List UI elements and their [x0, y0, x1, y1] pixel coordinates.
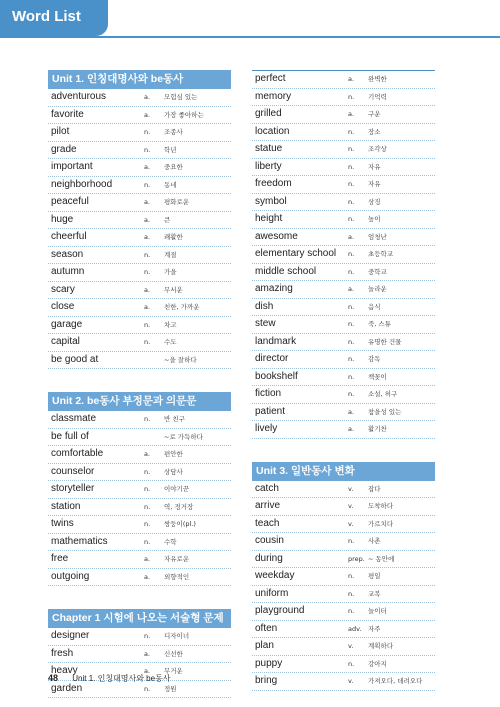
page-title: Word List [12, 8, 81, 25]
vocab-row [252, 421, 435, 439]
vocab-row [252, 621, 435, 639]
korean-meaning: 상담사 [164, 467, 183, 476]
part-of-speech: n. [144, 128, 151, 136]
vocab-word: symbol [255, 195, 287, 207]
page-footer [48, 673, 171, 684]
vocab-row [48, 159, 231, 177]
word-list-tab [0, 0, 108, 36]
part-of-speech: n. [348, 197, 355, 206]
vocab-row [48, 89, 231, 107]
vocab-word: be full of [51, 430, 89, 442]
vocab-row [252, 89, 435, 107]
korean-meaning: 쾌활한 [164, 233, 183, 241]
korean-meaning: 외향적인 [164, 572, 190, 581]
vocab-word: arrive [255, 500, 281, 511]
part-of-speech: n. [348, 607, 355, 615]
part-of-speech: n. [348, 267, 355, 276]
vocab-word: perfect [255, 73, 286, 84]
vocab-word: grade [51, 143, 77, 155]
part-of-speech: n. [348, 92, 355, 101]
vocab-row [252, 586, 435, 604]
part-of-speech: a. [144, 649, 151, 658]
vocab-word: elementary school [255, 248, 337, 259]
korean-meaning: 유명한 건물 [368, 337, 402, 346]
right-column [252, 70, 435, 691]
vocab-word: garden [51, 682, 83, 694]
part-of-speech: n. [144, 632, 151, 640]
korean-meaning: 동네 [164, 180, 177, 189]
vocab-row [48, 411, 231, 429]
part-of-speech: a. [144, 450, 151, 458]
vocab-row [48, 646, 231, 664]
vocab-word: station [51, 500, 81, 512]
part-of-speech: a. [144, 110, 151, 119]
vocab-word: puppy [255, 657, 283, 669]
vocab-row [48, 628, 231, 646]
vocab-row [48, 352, 231, 370]
vocab-row [48, 142, 231, 160]
vocab-word: weekday [255, 570, 295, 581]
vocab-word: cousin [255, 535, 284, 546]
korean-meaning: 자유 [368, 162, 381, 171]
part-of-speech: a. [348, 407, 355, 416]
vocab-row [252, 159, 435, 177]
korean-meaning: 무서운 [164, 285, 183, 294]
vocab-row [252, 316, 435, 334]
korean-meaning: 놀이터 [368, 607, 387, 615]
part-of-speech: n. [144, 338, 151, 346]
vocab-word: bookshelf [255, 370, 298, 382]
part-of-speech: n. [144, 250, 151, 259]
part-of-speech: n. [348, 302, 355, 311]
vocab-row [48, 446, 231, 464]
part-of-speech: a. [348, 425, 355, 433]
vocab-row [252, 386, 435, 404]
vocab-word: during [255, 552, 283, 564]
vocab-word: season [51, 248, 84, 260]
part-of-speech: n. [348, 589, 355, 598]
part-of-speech: n. [144, 520, 151, 528]
vocab-word: huge [51, 213, 74, 225]
vocab-row [252, 211, 435, 229]
part-of-speech: a. [144, 667, 151, 675]
korean-meaning: 조종사 [164, 128, 183, 136]
korean-meaning: 음식 [368, 302, 381, 311]
part-of-speech: a. [144, 303, 151, 311]
vocab-row [252, 656, 435, 674]
part-of-speech: a. [144, 215, 151, 224]
vocab-word: favorite [51, 108, 84, 120]
vocab-word: important [51, 161, 93, 172]
vocab-row [252, 194, 435, 212]
part-of-speech: n. [144, 268, 151, 276]
korean-meaning: 계절 [164, 250, 177, 259]
vocab-row [252, 533, 435, 551]
korean-meaning: 학년 [164, 145, 177, 154]
vocab-row [252, 568, 435, 586]
vocab-word: fresh [51, 647, 74, 659]
vocab-word: bring [255, 675, 278, 686]
vocab-row [48, 516, 231, 534]
vocab-row [252, 673, 435, 691]
korean-meaning: 활기찬 [368, 425, 387, 433]
vocab-row [48, 334, 231, 352]
part-of-speech: n. [348, 537, 355, 545]
part-of-speech: n. [144, 180, 151, 189]
korean-meaning: 계획하다 [368, 642, 394, 650]
vocab-row [252, 334, 435, 352]
vocab-word: capital [51, 336, 80, 347]
korean-meaning: 반 친구 [164, 415, 185, 423]
vocab-word: middle school [255, 265, 317, 277]
vocab-word: twins [51, 518, 74, 529]
vocab-word: neighborhood [51, 178, 113, 190]
section-heading: Chapter 1 시험에 나오는 서술형 문제 [48, 609, 231, 628]
vocab-word: catch [255, 482, 279, 494]
part-of-speech: a. [144, 572, 151, 581]
korean-meaning: 평화로운 [164, 198, 190, 206]
vocab-word: patient [255, 405, 286, 417]
part-of-speech: n. [348, 659, 355, 668]
korean-meaning: 조각상 [368, 145, 387, 153]
header-rule [0, 36, 500, 38]
part-of-speech: n. [348, 215, 355, 223]
korean-meaning: 정원 [164, 684, 177, 693]
vocab-word: lively [255, 423, 278, 434]
part-of-speech: n. [348, 337, 355, 346]
vocab-row [252, 106, 435, 124]
part-of-speech: a. [348, 110, 355, 118]
korean-meaning: 초등학교 [368, 250, 394, 258]
korean-meaning: 감독 [368, 355, 381, 363]
section-gap [48, 369, 231, 392]
vocab-word: uniform [255, 587, 289, 599]
vocab-row [48, 499, 231, 517]
part-of-speech: n. [348, 372, 355, 381]
part-of-speech: n. [144, 485, 151, 493]
vocab-row [48, 177, 231, 195]
korean-meaning: 수학 [164, 537, 177, 546]
vocab-word: adventurous [51, 91, 107, 102]
vocab-word: dish [255, 300, 274, 312]
part-of-speech: a. [144, 285, 151, 294]
korean-meaning: 기억력 [368, 92, 387, 101]
korean-meaning: ~을 잘하다 [164, 355, 197, 364]
part-of-speech: n. [348, 180, 355, 188]
vocab-word: comfortable [51, 448, 104, 459]
korean-meaning: 사촌 [368, 537, 381, 545]
part-of-speech: v. [348, 642, 354, 650]
vocab-word: garage [51, 318, 83, 330]
part-of-speech: n. [144, 502, 151, 511]
vocab-row [252, 498, 435, 516]
korean-meaning: 가을 [164, 268, 177, 276]
part-of-speech: v. [348, 519, 354, 528]
korean-meaning: 엄청난 [368, 232, 387, 241]
vocab-word: playground [255, 605, 305, 616]
korean-meaning: 중학교 [368, 267, 387, 276]
korean-meaning: 가져오다, 데려오다 [368, 677, 423, 685]
vocab-word: autumn [51, 266, 85, 277]
part-of-speech: v. [348, 502, 354, 510]
part-of-speech: n. [144, 467, 151, 476]
section-gap [48, 586, 231, 609]
vocab-row [252, 481, 435, 499]
korean-meaning: 완벽한 [368, 75, 387, 83]
korean-meaning: 자유로운 [164, 555, 190, 563]
korean-meaning: 참을성 있는 [368, 407, 402, 416]
part-of-speech: a. [144, 555, 151, 563]
vocab-row [48, 247, 231, 265]
vocab-word: director [255, 353, 289, 364]
vocab-row [252, 281, 435, 299]
vocab-row [252, 71, 435, 89]
vocab-row [252, 264, 435, 282]
vocab-row [48, 299, 231, 317]
vocab-word: plan [255, 640, 274, 651]
vocab-row [48, 551, 231, 569]
part-of-speech: v. [348, 677, 354, 685]
part-of-speech: n. [348, 355, 355, 363]
page-number: 48 [48, 673, 59, 683]
korean-meaning: 교복 [368, 589, 381, 598]
part-of-speech: adv. [348, 624, 362, 633]
part-of-speech: n. [348, 390, 355, 398]
korean-meaning: 강아지 [368, 659, 387, 668]
korean-meaning: 놀라운 [368, 285, 387, 293]
korean-meaning: 역, 정거장 [164, 502, 194, 511]
section-gap [252, 439, 435, 462]
vocab-row [48, 464, 231, 482]
part-of-speech: a. [348, 75, 355, 83]
vocab-row [48, 107, 231, 125]
vocab-row [48, 124, 231, 142]
vocab-word: be good at [51, 353, 99, 365]
korean-meaning: 무거운 [164, 667, 183, 675]
footer-unit-label: Unit 1. 인칭대명사와 be동사 [72, 674, 171, 683]
part-of-speech: n. [348, 162, 355, 171]
korean-meaning: 구운 [368, 110, 381, 118]
part-of-speech: n. [144, 537, 151, 546]
vocab-word: fiction [255, 388, 282, 399]
vocab-row [252, 603, 435, 621]
korean-meaning: ~ 동안에 [368, 554, 395, 563]
vocab-word: cheerful [51, 231, 87, 242]
vocab-row [252, 141, 435, 159]
korean-meaning: 이야기꾼 [164, 485, 190, 493]
vocab-word: close [51, 301, 75, 312]
vocab-row [48, 429, 231, 447]
korean-meaning: 잡다 [368, 484, 381, 493]
korean-meaning: 가르치다 [368, 519, 394, 528]
vocab-row [252, 516, 435, 534]
korean-meaning: 책꽂이 [368, 372, 387, 381]
vocab-row [48, 282, 231, 300]
korean-meaning: 높이 [368, 215, 381, 223]
vocab-row [252, 229, 435, 247]
section-heading: Unit 2. be동사 부정문과 의문문 [48, 392, 231, 411]
korean-meaning: 디자이너 [164, 632, 190, 640]
part-of-speech: a. [144, 233, 151, 241]
vocab-row [48, 317, 231, 335]
korean-meaning: 장소 [368, 127, 381, 136]
vocab-word: landmark [255, 335, 297, 347]
vocab-word: teach [255, 517, 280, 529]
korean-meaning: 평일 [368, 572, 381, 580]
korean-meaning: 가장 좋아하는 [164, 110, 204, 119]
vocab-word: outgoing [51, 570, 90, 582]
vocab-word: statue [255, 143, 283, 154]
vocab-row [48, 212, 231, 230]
vocab-word: scary [51, 283, 75, 295]
vocab-row [252, 351, 435, 369]
part-of-speech: n. [348, 250, 355, 258]
part-of-speech: n. [144, 684, 151, 693]
korean-meaning: 큰 [164, 215, 171, 224]
vocab-word: free [51, 553, 69, 564]
part-of-speech: v. [348, 484, 354, 493]
vocab-row [252, 638, 435, 656]
part-of-speech: n. [144, 320, 151, 329]
part-of-speech: prep. [348, 554, 365, 563]
vocab-word: liberty [255, 160, 282, 172]
vocab-word: counselor [51, 465, 95, 477]
part-of-speech: n. [144, 145, 151, 154]
part-of-speech: n. [348, 127, 355, 136]
vocab-row [252, 246, 435, 264]
vocab-word: peaceful [51, 196, 89, 207]
korean-meaning: 편안한 [164, 450, 183, 458]
part-of-speech: n. [144, 415, 151, 423]
vocab-word: classmate [51, 413, 97, 424]
vocab-row [252, 551, 435, 569]
vocab-row [252, 299, 435, 317]
vocab-row [252, 404, 435, 422]
vocab-row [48, 569, 231, 587]
korean-meaning: ~로 가득하다 [164, 432, 203, 441]
vocab-word: location [255, 125, 290, 137]
page-header [0, 0, 500, 46]
vocab-word: mathematics [51, 535, 108, 547]
vocab-word: grilled [255, 108, 282, 119]
korean-meaning: 쌍둥이(pl.) [164, 520, 196, 528]
part-of-speech: a. [348, 285, 355, 293]
korean-meaning: 차고 [164, 320, 177, 329]
part-of-speech: n. [348, 320, 355, 328]
vocab-word: storyteller [51, 483, 95, 494]
vocab-word: designer [51, 630, 90, 641]
section-heading: Unit 3. 일반동사 변화 [252, 462, 435, 481]
korean-meaning: 신선한 [164, 649, 183, 658]
vocab-word: awesome [255, 230, 298, 242]
korean-meaning: 모험심 있는 [164, 93, 198, 101]
vocab-row [48, 194, 231, 212]
vocab-word: height [255, 213, 283, 224]
vocab-word: freedom [255, 178, 292, 189]
vocab-word: amazing [255, 283, 293, 294]
korean-meaning: 소설, 허구 [368, 390, 398, 398]
korean-meaning: 죽, 스튜 [368, 320, 391, 328]
left-column [48, 70, 231, 698]
part-of-speech: a. [144, 93, 151, 101]
part-of-speech: a. [144, 163, 151, 171]
part-of-speech: a. [144, 198, 151, 206]
vocab-row [48, 229, 231, 247]
vocab-word: often [255, 622, 278, 634]
part-of-speech: a. [348, 232, 355, 241]
vocab-word: stew [255, 318, 276, 329]
vocab-word: pilot [51, 126, 70, 137]
korean-meaning: 친한, 가까운 [164, 303, 200, 311]
vocab-word: memory [255, 90, 292, 102]
korean-meaning: 자유 [368, 180, 381, 188]
korean-meaning: 자주 [368, 624, 381, 633]
part-of-speech: n. [348, 572, 355, 580]
vocab-word: heavy [51, 665, 78, 676]
vocab-row [252, 176, 435, 194]
korean-meaning: 도착하다 [368, 502, 394, 510]
vocab-row [252, 369, 435, 387]
part-of-speech: n. [348, 145, 355, 153]
vocab-row [252, 124, 435, 142]
korean-meaning: 수도 [164, 338, 177, 346]
section-heading: Unit 1. 인칭대명사와 be동사 [48, 70, 231, 89]
vocab-row [48, 534, 231, 552]
korean-meaning: 중요한 [164, 163, 183, 171]
korean-meaning: 상징 [368, 197, 381, 206]
vocab-row [48, 264, 231, 282]
vocab-row [48, 481, 231, 499]
